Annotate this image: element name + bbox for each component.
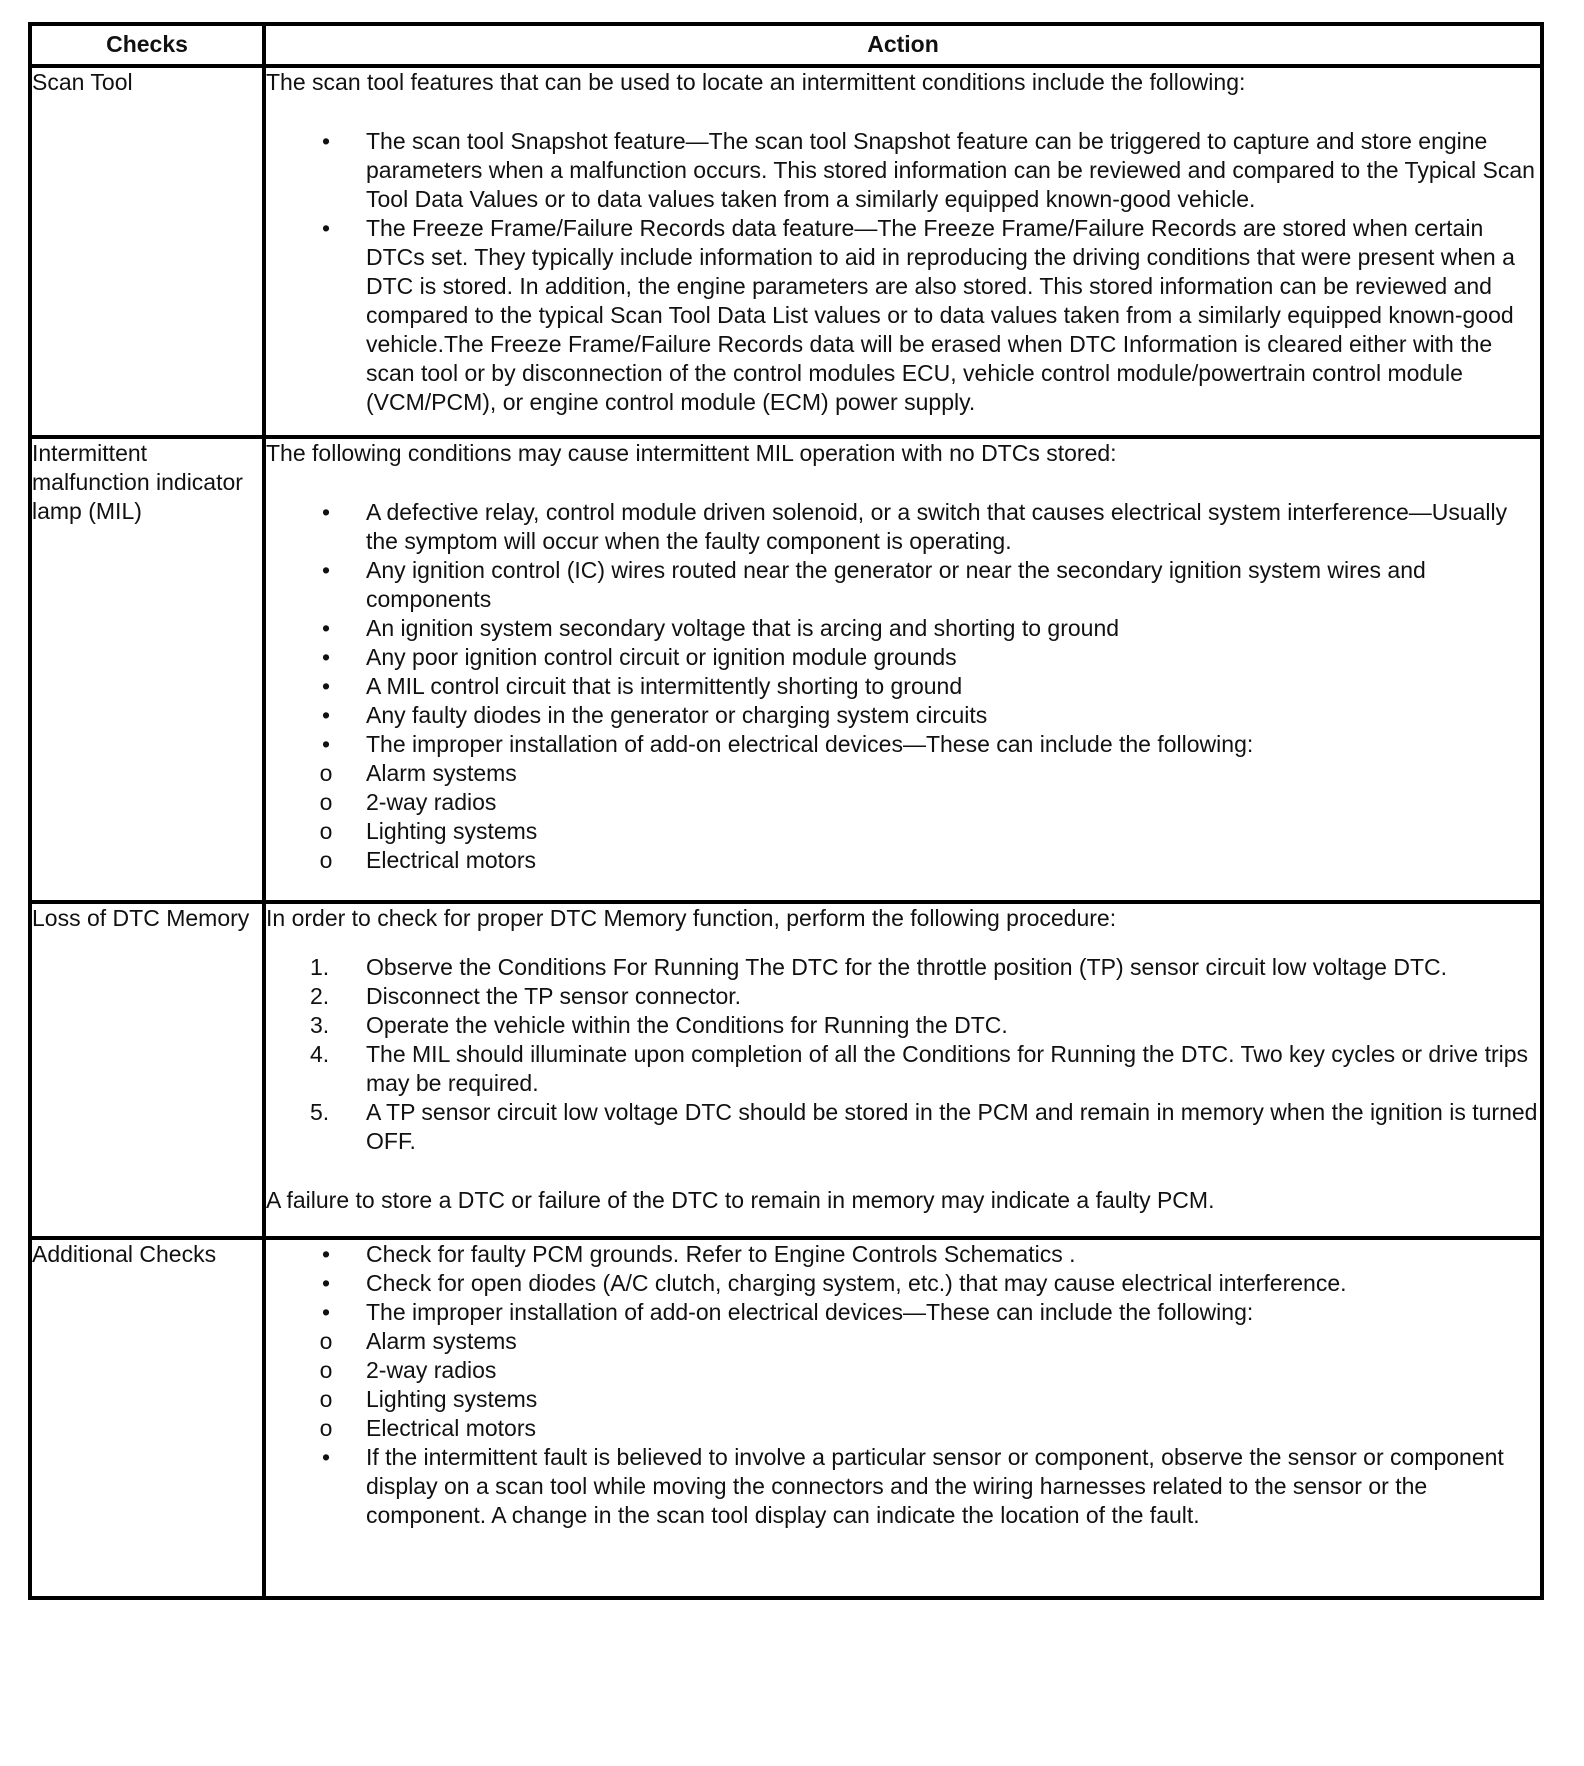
sub-list-item: o 2-way radios [266, 788, 1540, 817]
bullet-icon: • [321, 128, 331, 154]
list-item: • Any ignition control (IC) wires routed near the generator or near the secondary ignition system wires and components [266, 556, 1540, 614]
check-cell: Loss of DTC Memory [30, 902, 264, 1238]
action-cell [264, 1238, 1542, 1598]
circle-bullet-icon: o [319, 1357, 333, 1383]
action-intro: The following conditions may cause intermittent MIL operation with no DTCs stored: [266, 440, 1117, 466]
list-item: • The improper installation of add-on electrical devices—These can include the following: o Alarm systems o 2-way radios o Lighting systems o Electrical motors [266, 730, 1540, 875]
list-item: • A MIL control circuit that is intermittently shorting to ground [266, 672, 1540, 701]
list-item: 1. Observe the Conditions For Running The DTC for the throttle position (TP) sensor circuit low voltage DTC. [310, 954, 1448, 980]
bullet-icon: • [321, 731, 331, 757]
bullet-icon: • [321, 557, 331, 583]
list-item: • Check for open diodes (A/C clutch, charging system, etc.) that may cause electrical interference. [266, 1269, 1540, 1298]
header-row [30, 24, 1542, 66]
list-item: 5. A TP sensor circuit low voltage DTC should be stored in the PCM and remain in memory when the ignition is turned OFF. [310, 1099, 1538, 1154]
table-row [30, 66, 1542, 437]
sub-list-item: o Lighting systems [266, 817, 1540, 846]
table-row [30, 902, 1542, 1238]
list-item: • The scan tool Snapshot feature—The scan tool Snapshot feature can be triggered to capture and store engine parameters when a malfunction occurs. This stored information can be reviewed and compared to the Typical Scan Tool Data Values or to data values taken from a similarly equipped known-good vehicle. [266, 127, 1540, 214]
circle-bullet-icon: o [319, 1386, 333, 1412]
bullet-icon: • [321, 1444, 331, 1470]
list-item: 2. Disconnect the TP sensor connector. [310, 983, 742, 1009]
list-item: • Check for faulty PCM grounds. Refer to Engine Controls Schematics . [266, 1240, 1540, 1269]
list-item: 3. Operate the vehicle within the Conditions for Running the DTC. [310, 1012, 1008, 1038]
action-intro: The scan tool features that can be used to locate an intermittent conditions include the following: [266, 69, 1246, 95]
sub-list-item: o Alarm systems [266, 759, 1540, 788]
bullet-icon: • [321, 499, 331, 525]
action-cell [264, 437, 1542, 902]
bullet-icon: • [321, 644, 331, 670]
sub-list-item: o Electrical motors [266, 1414, 1540, 1443]
header-action: Action [264, 24, 1542, 66]
list-item: 4. The MIL should illuminate upon completion of all the Conditions for Running the DTC. Two key cycles or drive trips may be required. [310, 1041, 1529, 1096]
sub-list-item: o Electrical motors [266, 846, 1540, 875]
action-intro: In order to check for proper DTC Memory function, perform the following procedure: [266, 905, 1117, 931]
action-footer: A failure to store a DTC or failure of the DTC to remain in memory may indicate a faulty PCM. [266, 1187, 1215, 1213]
bullet-icon: • [321, 215, 331, 241]
sub-list-item: o Alarm systems [266, 1327, 1540, 1356]
circle-bullet-icon: o [319, 1415, 333, 1441]
action-cell [264, 66, 1542, 437]
list-item: • If the intermittent fault is believed to involve a particular sensor or component, observe the sensor or component display on a scan tool while moving the connectors and the wiring harnesses related to the sensor or the component. A change in the scan tool display can indicate the location of the fault. [266, 1443, 1540, 1530]
list-item: • The Freeze Frame/Failure Records data feature—The Freeze Frame/Failure Records are stored when certain DTCs set. They typically include information to aid in reproducing the driving conditions that were present when a DTC is stored. In addition, the engine parameters are also stored. This stored information can be reviewed and compared to the typical Scan Tool Data List values or to data values taken from a similarly equipped known-good vehicle.The Freeze Frame/Failure Records data will be erased when DTC Information is cleared either with the scan tool or by disconnection of the control modules ECU, vehicle control module/powertrain control module (VCM/PCM), or engine control module (ECM) power supply. [266, 214, 1540, 417]
list-item: • A defective relay, control module driven solenoid, or a switch that causes electrical system interference—Usually the symptom will occur when the faulty component is operating. [266, 498, 1540, 556]
check-cell: Intermittent malfunction indicator lamp (MIL) [30, 437, 264, 902]
checks-table [28, 22, 1544, 1600]
bullet-icon: • [321, 673, 331, 699]
action-cell [264, 902, 1542, 1238]
check-cell: Scan Tool [30, 66, 264, 437]
bullet-icon: • [321, 615, 331, 641]
bullet-icon: • [321, 702, 331, 728]
sub-list-item: o Lighting systems [266, 1385, 1540, 1414]
list-item: • The improper installation of add-on electrical devices—These can include the following: o Alarm systems o 2-way radios o Lighting systems o Electrical motors [266, 1298, 1540, 1443]
circle-bullet-icon: o [319, 818, 333, 844]
sub-list [266, 1327, 1540, 1443]
numbered-list [266, 953, 1540, 1156]
list-item: • Any poor ignition control circuit or ignition module grounds [266, 643, 1540, 672]
sub-list-item: o 2-way radios [266, 1356, 1540, 1385]
table-row [30, 1238, 1542, 1598]
circle-bullet-icon: o [319, 789, 333, 815]
sub-list [266, 759, 1540, 875]
circle-bullet-icon: o [319, 847, 333, 873]
list-item: • Any faulty diodes in the generator or charging system circuits [266, 701, 1540, 730]
table-row [30, 437, 1542, 902]
bullet-icon: • [321, 1270, 331, 1296]
circle-bullet-icon: o [319, 760, 333, 786]
list-item: • An ignition system secondary voltage that is arcing and shorting to ground [266, 614, 1540, 643]
bullet-list [266, 498, 1540, 875]
bullet-icon: • [321, 1241, 331, 1267]
circle-bullet-icon: o [319, 1328, 333, 1354]
bullet-list [266, 127, 1540, 417]
bullet-list [266, 1240, 1540, 1530]
bullet-icon: • [321, 1299, 331, 1325]
document [28, 22, 1540, 1600]
header-checks: Checks [30, 24, 264, 66]
check-cell: Additional Checks [30, 1238, 264, 1598]
